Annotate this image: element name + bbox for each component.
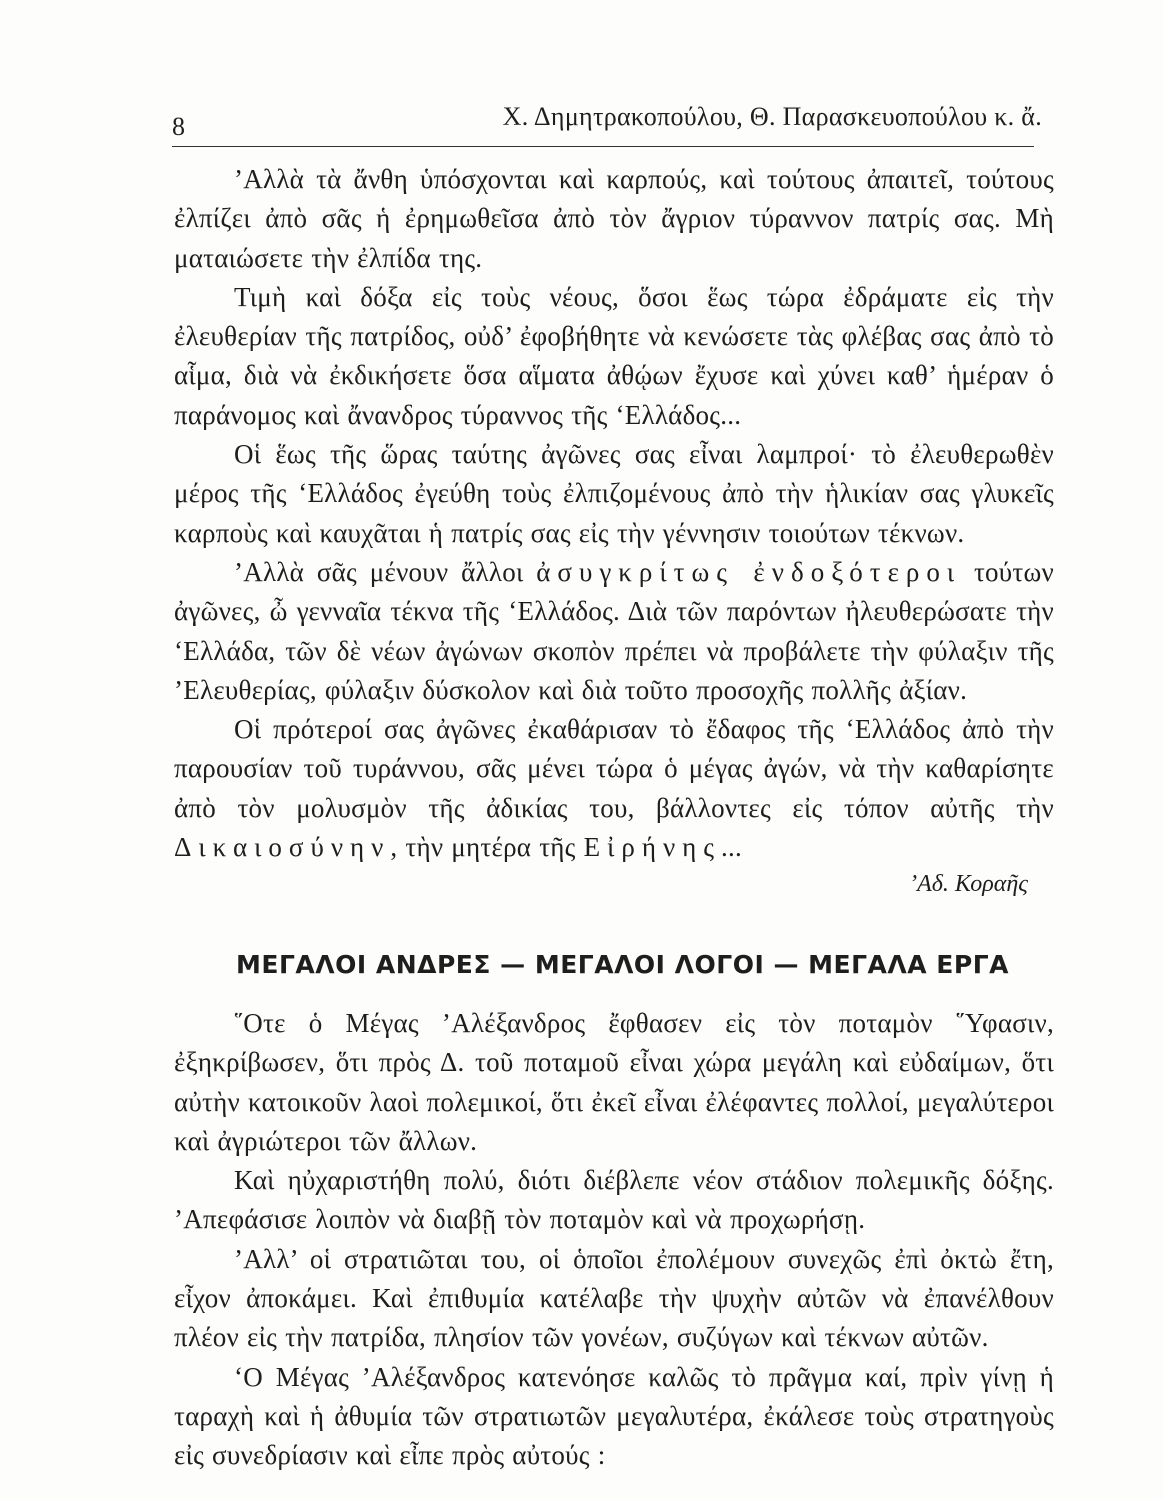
spaced-emphasis: ἀσυγκρίτως ἐνδοξότεροι [536, 556, 962, 587]
paragraph-text: , τὴν μητέρα τῆς [390, 832, 584, 863]
header-rule [172, 146, 1034, 147]
paragraph: ‘Ο Μέγας ’Αλέξανδρος κατενόησε καλῶς τὸ πρᾶγμα καί, πρὶν γίνῃ ἡ ταραχὴ καὶ ἡ ἀθυμία τῶν στρατιωτῶν μεγαλυτέρα, ἐκάλεσε τοὺς στρατηγοὺς εἰς συνεδρίασιν καὶ εἶπε πρὸς αὐτούς : [174, 1361, 1054, 1471]
running-title: Χ. Δημητρακοπούλου, Θ. Παρασκευοπούλου κ. ἄ. [502, 102, 1042, 131]
paragraph: Καὶ ηὐχαριστήθη πολύ, διότι διέβλεπε νέον στάδιον πολεμικῆς δόξης. ’Απεφάσισε λοιπὸν νὰ διαβῇ τὸν ποταμὸν καὶ νὰ προχωρήσῃ. [174, 1165, 1054, 1235]
paragraph [174, 710, 1054, 867]
running-head [172, 100, 1052, 140]
spaced-emphasis: Εἰρήνης [583, 832, 721, 863]
paragraph: Οἱ ἕως τῆς ὥρας ταύτης ἀγῶνες σας εἶναι λαμπροί· τὸ ἐλευθερωθὲν μέρος τῆς ‘Ελλάδος ἐγεύθη τοὺς ἐλπιζομένους ἀπὸ τὴν ἡλικίαν σας γλυκεῖς καρποὺς καὶ καυχᾶται ἡ πατρίς σας εἰς τὴν γέννησιν τοιούτων τέκνων. [174, 439, 1054, 548]
korais-passage [174, 160, 1054, 899]
paragraph: ’Αλλ’ οἱ στρατιῶται του, οἱ ὁποῖοι ἐπολέμουν συνεχῶς ἐπὶ ὀκτὼ ἔτη, εἶχον ἀποκάμει. Καὶ ἐπιθυμία κατέλαβε τὴν ψυχὴν αὐτῶν νὰ ἐπανέλθουν πλέον εἰς τὴν πατρίδα, πλησίον τῶν γονέων, συζύγων καὶ τέκνων αὐτῶν. [174, 1243, 1054, 1353]
alexander-passage [174, 1004, 1054, 1476]
paragraph: Τιμὴ καὶ δόξα εἰς τοὺς νέους, ὅσοι ἕως τώρα ἐδράματε εἰς τὴν ἐλευθερίαν τῆς πατρίδος, οὐδ’ ἐφοβήθητε νὰ κενώσετε τὰς φλέβας σας ἀπὸ τὸ αἷμα, διὰ νὰ ἐκδικήσετε ὅσα αἵματα ἀθῴων ἔχυσε καὶ χύνει καθ’ ἡμέραν ὁ παράνομος καὶ ἄνανδρος τύραννος τῆς ‘Ελλάδος... [174, 281, 1054, 430]
spaced-emphasis: Δικαιοσύνην [174, 832, 391, 863]
page-number: 8 [172, 112, 185, 141]
paragraph: ῞Οτε ὁ Μέγας ’Αλέξανδρος ἔφθασεν εἰς τὸν ποταμὸν ῞Υφασιν, ἐξηκρίβωσεν, ὅτι πρὸς Δ. τοῦ ποταμοῦ εἶναι χώρα μεγάλη καὶ εὐδαίμων, ὅτι αὐτὴν κατοικοῦν λαοὶ πολεμικοί, ὅτι ἐκεῖ εἶναι ἐλέφαντες πολλοί, μεγαλύτεροι καὶ ἀγριώτεροι τῶν ἄλλων. [174, 1008, 1054, 1156]
paragraph-text: ... [721, 832, 742, 863]
section-heading: ΜΕΓΑΛΟΙ ΑΝΔΡΕΣ — ΜΕΓΑΛΟΙ ΛΟΓΟΙ — ΜΕΓΑΛΑ ΕΡΓΑ [236, 950, 1009, 979]
paragraph [174, 553, 1054, 710]
paragraph: ’Αλλὰ τὰ ἄνθη ὑπόσχονται καὶ καρπούς, καὶ τούτους ἀπαιτεῖ, τούτους ἐλπίζει ἀπὸ σᾶς ἡ ἐρημωθεῖσα ἀπὸ τὸν ἄγριον τύραννον πατρίς σας. Μὴ ματαιώσετε τὴν ἐλπίδα της. [174, 164, 1054, 273]
paragraph-text: τούτων ἀγῶνες, ὦ γενναῖα τέκνα τῆς ‘Ελλάδος. Διὰ τῶν παρόντων ἠλευθερώσατε τὴν ‘Ελλάδα, τῶν δὲ νέων ἀγώνων σκοπὸν πρέπει νὰ προβάλετε τὴν φύλαξιν τῆς ’Ελευθερίας, φύλαξιν δύσκολον καὶ διὰ τοῦτο προσοχῆς πολλῆς ἀξίαν. [174, 556, 1054, 705]
paragraph-text: ’Αλλὰ σᾶς μένουν ἄλλοι [234, 556, 537, 587]
paragraph-text: Οἱ πρότεροί σας ἀγῶνες ἐκαθάρισαν τὸ ἔδαφος τῆς ‘Ελλάδος ἀπὸ τὴν παρουσίαν τοῦ τυράννου, σᾶς μένει τώρα ὁ μέγας ἀγών, νὰ τὴν καθαρίσητε ἀπὸ τὸν μολυσμὸν τῆς ἀδικίας του, βάλλοντες εἰς τόπον αὐτῆς τὴν [174, 714, 1054, 823]
author-signature: ’Αδ. Κοραῆς [909, 871, 1028, 898]
